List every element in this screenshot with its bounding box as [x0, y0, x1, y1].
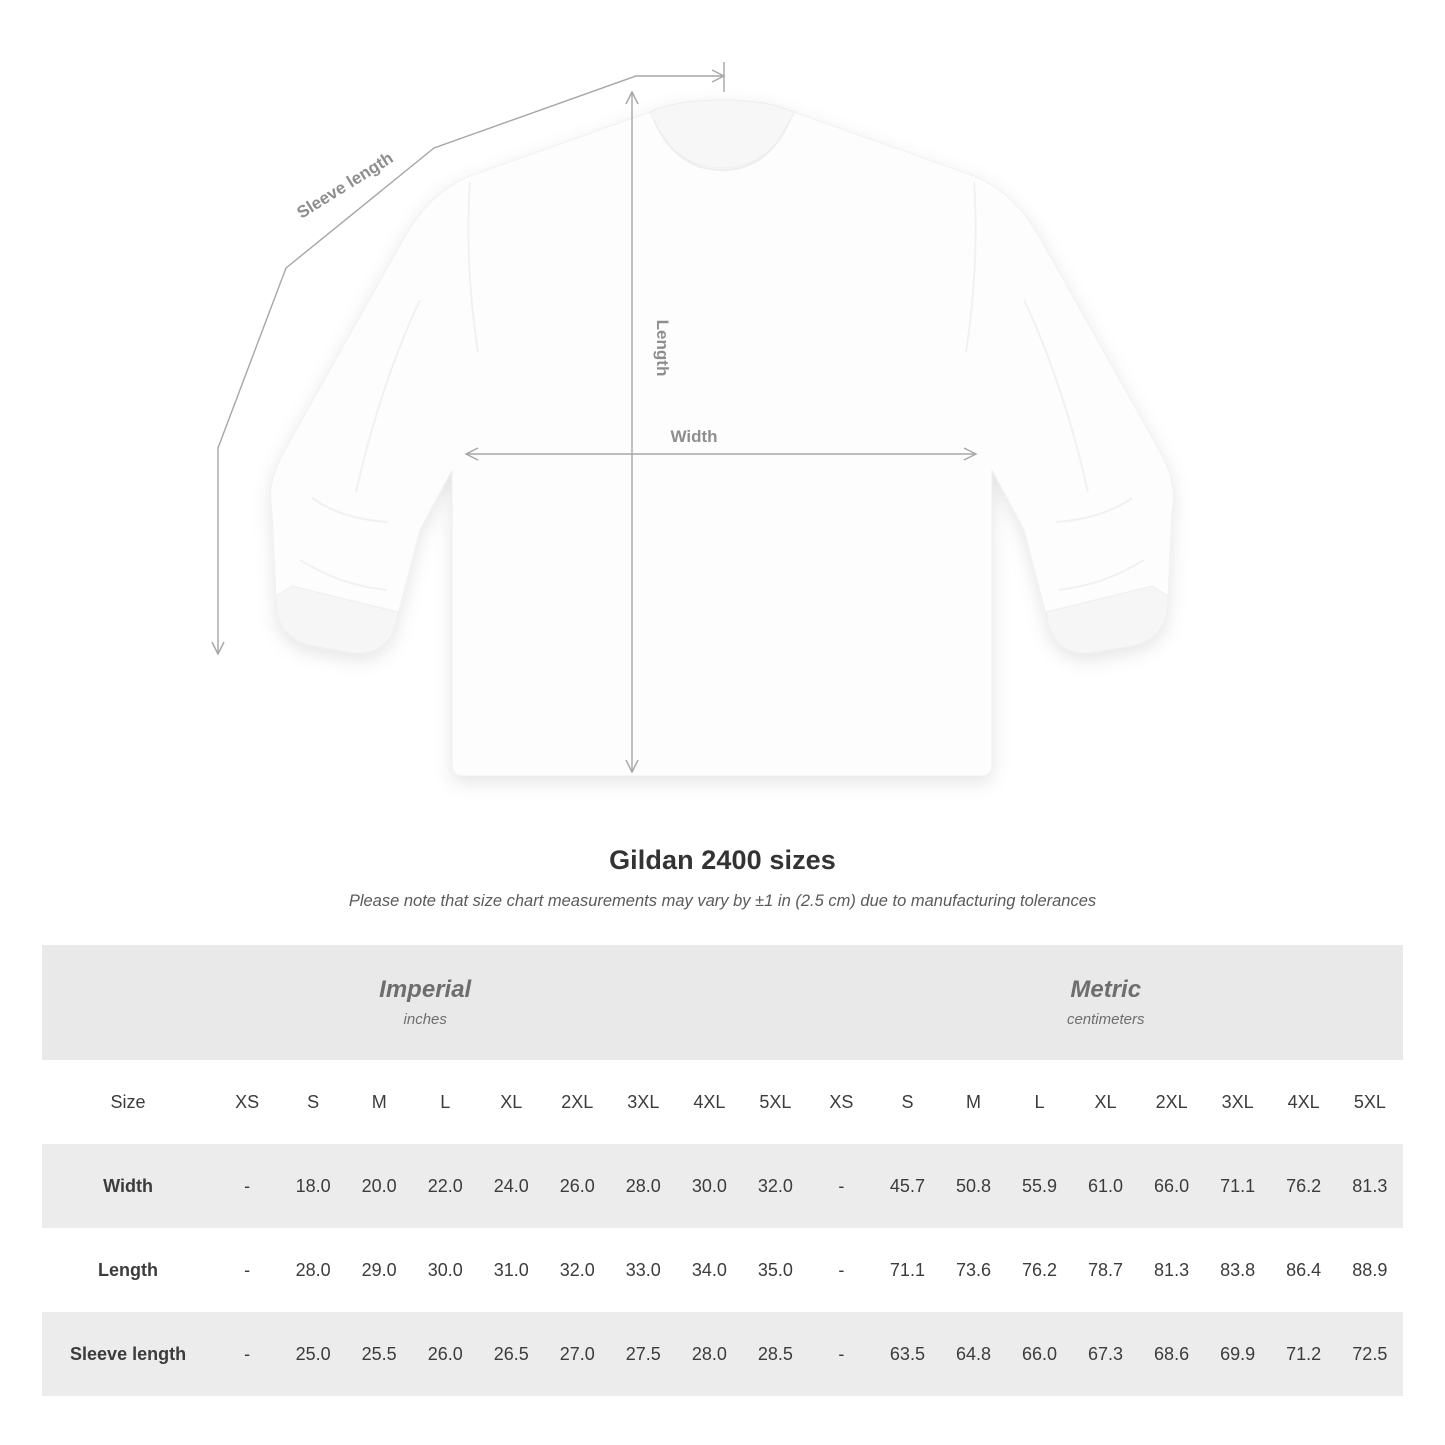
row-label-sleeve-length: Sleeve length — [42, 1312, 214, 1396]
metric-unit-name: Metric — [1070, 976, 1142, 1004]
cell-width-imperial-s: 18.0 — [280, 1144, 346, 1228]
cell-sleeve-imperial-xs: - — [214, 1312, 280, 1396]
cell-length-metric-s: 71.1 — [874, 1228, 940, 1312]
unit-header-row — [42, 945, 1403, 1060]
cell-length-imperial-3xl: 33.0 — [610, 1228, 676, 1312]
header-metric-m: M — [940, 1060, 1006, 1144]
cell-length-metric-4xl: 86.4 — [1271, 1228, 1337, 1312]
cell-width-imperial-xs: - — [214, 1144, 280, 1228]
cell-width-metric-2xl: 66.0 — [1139, 1144, 1205, 1228]
header-metric-3xl: 3XL — [1205, 1060, 1271, 1144]
cell-length-metric-5xl: 88.9 — [1337, 1228, 1403, 1312]
cell-length-metric-l: 76.2 — [1007, 1228, 1073, 1312]
cell-width-metric-s: 45.7 — [874, 1144, 940, 1228]
header-metric-2xl: 2XL — [1139, 1060, 1205, 1144]
cell-width-imperial-xl: 24.0 — [478, 1144, 544, 1228]
cell-length-metric-3xl: 83.8 — [1205, 1228, 1271, 1312]
cell-sleeve-metric-2xl: 68.6 — [1139, 1312, 1205, 1396]
cell-length-imperial-4xl: 34.0 — [676, 1228, 742, 1312]
cell-length-metric-m: 73.6 — [940, 1228, 1006, 1312]
cell-length-metric-2xl: 81.3 — [1139, 1228, 1205, 1312]
header-imperial-4xl: 4XL — [676, 1060, 742, 1144]
header-imperial-s: S — [280, 1060, 346, 1144]
cell-length-metric-xl: 78.7 — [1073, 1228, 1139, 1312]
cell-width-imperial-5xl: 32.0 — [742, 1144, 808, 1228]
cell-sleeve-metric-xl: 67.3 — [1073, 1312, 1139, 1396]
cell-sleeve-metric-5xl: 72.5 — [1337, 1312, 1403, 1396]
cell-length-imperial-s: 28.0 — [280, 1228, 346, 1312]
title-block — [0, 845, 1445, 911]
header-metric-xl: XL — [1073, 1060, 1139, 1144]
cell-sleeve-metric-s: 63.5 — [874, 1312, 940, 1396]
cell-width-metric-4xl: 76.2 — [1271, 1144, 1337, 1228]
cell-sleeve-metric-3xl: 69.9 — [1205, 1312, 1271, 1396]
header-imperial-xl: XL — [478, 1060, 544, 1144]
size-chart-table — [42, 945, 1403, 1396]
cell-length-imperial-m: 29.0 — [346, 1228, 412, 1312]
label-width: Width — [670, 427, 718, 446]
cell-length-imperial-xs: - — [214, 1228, 280, 1312]
header-metric-xs: XS — [808, 1060, 874, 1144]
header-metric-4xl: 4XL — [1271, 1060, 1337, 1144]
cell-length-imperial-5xl: 35.0 — [742, 1228, 808, 1312]
header-metric-5xl: 5XL — [1337, 1060, 1403, 1144]
cell-length-metric-xs: - — [808, 1228, 874, 1312]
imperial-unit-sub: inches — [403, 1010, 447, 1028]
imperial-unit-cell — [42, 945, 808, 1060]
cell-width-imperial-l: 22.0 — [412, 1144, 478, 1228]
header-imperial-2xl: 2XL — [544, 1060, 610, 1144]
table-row — [42, 1228, 1403, 1312]
label-length: Length — [653, 319, 672, 377]
header-imperial-3xl: 3XL — [610, 1060, 676, 1144]
cell-width-metric-l: 55.9 — [1007, 1144, 1073, 1228]
cell-width-metric-3xl: 71.1 — [1205, 1144, 1271, 1228]
header-imperial-l: L — [412, 1060, 478, 1144]
size-header-row — [42, 1060, 1403, 1144]
size-chart-table-wrap — [42, 945, 1403, 1396]
cell-sleeve-imperial-s: 25.0 — [280, 1312, 346, 1396]
imperial-unit-name: Imperial — [379, 976, 472, 1004]
cell-sleeve-metric-xs: - — [808, 1312, 874, 1396]
table-row — [42, 1144, 1403, 1228]
cell-sleeve-imperial-3xl: 27.5 — [610, 1312, 676, 1396]
measurement-note: Please note that size chart measurements may vary by ±1 in (2.5 cm) due to manufacturing tolerances — [348, 892, 1097, 910]
header-metric-s: S — [874, 1060, 940, 1144]
header-size-label: Size — [42, 1060, 214, 1144]
cell-sleeve-metric-l: 66.0 — [1007, 1312, 1073, 1396]
header-imperial-m: M — [346, 1060, 412, 1144]
cell-width-metric-xs: - — [808, 1144, 874, 1228]
cell-sleeve-imperial-4xl: 28.0 — [676, 1312, 742, 1396]
cell-sleeve-imperial-l: 26.0 — [412, 1312, 478, 1396]
cell-sleeve-imperial-m: 25.5 — [346, 1312, 412, 1396]
row-label-width: Width — [42, 1144, 214, 1228]
cell-sleeve-imperial-2xl: 27.0 — [544, 1312, 610, 1396]
header-imperial-5xl: 5XL — [742, 1060, 808, 1144]
metric-unit-cell — [808, 945, 1403, 1060]
header-metric-l: L — [1007, 1060, 1073, 1144]
table-row — [42, 1312, 1403, 1396]
header-imperial-xs: XS — [214, 1060, 280, 1144]
cell-width-metric-m: 50.8 — [940, 1144, 1006, 1228]
cell-width-imperial-3xl: 28.0 — [610, 1144, 676, 1228]
cell-width-metric-5xl: 81.3 — [1337, 1144, 1403, 1228]
cell-length-imperial-xl: 31.0 — [478, 1228, 544, 1312]
cell-width-imperial-4xl: 30.0 — [676, 1144, 742, 1228]
page-title: Gildan 2400 sizes — [609, 845, 836, 875]
cell-width-imperial-2xl: 26.0 — [544, 1144, 610, 1228]
cell-sleeve-metric-m: 64.8 — [940, 1312, 1006, 1396]
cell-sleeve-imperial-xl: 26.5 — [478, 1312, 544, 1396]
metric-unit-sub: centimeters — [1066, 1010, 1145, 1028]
cell-sleeve-metric-4xl: 71.2 — [1271, 1312, 1337, 1396]
cell-width-metric-xl: 61.0 — [1073, 1144, 1139, 1228]
cell-length-imperial-2xl: 32.0 — [544, 1228, 610, 1312]
label-sleeve-length: Sleeve length — [293, 148, 397, 223]
cell-width-imperial-m: 20.0 — [346, 1144, 412, 1228]
cell-length-imperial-l: 30.0 — [412, 1228, 478, 1312]
row-label-length: Length — [42, 1228, 214, 1312]
cell-sleeve-imperial-5xl: 28.5 — [742, 1312, 808, 1396]
shirt-shape — [271, 100, 1174, 776]
